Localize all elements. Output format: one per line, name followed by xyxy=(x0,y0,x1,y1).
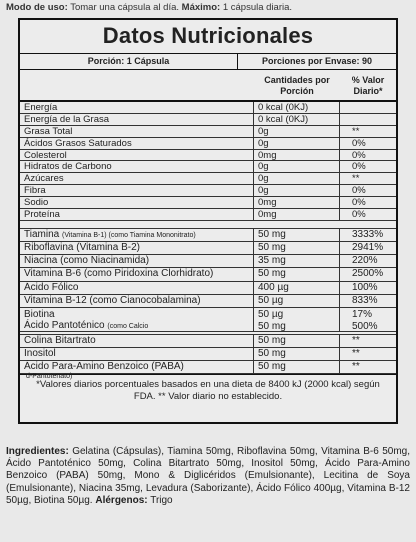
row-name: Riboflavina (Vitamina B-2) xyxy=(20,242,254,254)
row-name: Ácido Para-Amino Benzoico (PABA) xyxy=(20,361,254,373)
column-headers xyxy=(20,70,396,102)
biotina-dv: 17% xyxy=(352,309,373,321)
row-dv xyxy=(340,102,396,113)
row-amount: 0mg xyxy=(254,209,340,220)
row-note: (Vitamina B-1) (como Tiamina Mononitrato) xyxy=(61,231,196,239)
row-dv: 100% xyxy=(352,281,378,293)
ingredients xyxy=(6,446,410,507)
row-dv: ** xyxy=(352,335,360,347)
row-dv: 0% xyxy=(352,197,366,209)
row-name: Hidratos de Carbono xyxy=(20,161,254,172)
row-name: Niacina (como Niacinamida) xyxy=(20,255,254,267)
table-row xyxy=(20,255,396,268)
row-amount: 0 kcal (0KJ) xyxy=(254,102,340,113)
table-row xyxy=(20,173,396,185)
pantotenico-note-2: d-Pantotenato) xyxy=(26,373,73,380)
portion-row xyxy=(20,54,396,70)
vitamins-table xyxy=(20,229,396,308)
row-amount: 50 mg xyxy=(254,242,340,254)
table-row xyxy=(20,282,396,295)
table-row xyxy=(20,197,396,209)
pantotenico-name: Ácido Pantoténico (como Calcio xyxy=(24,320,149,332)
table-row-biotina-pantotenico xyxy=(20,308,396,332)
row-name: Inositol xyxy=(20,348,254,360)
pantotenico-amount: 50 mg xyxy=(258,320,286,332)
row-amount: 0g xyxy=(254,185,340,196)
biotina-name: Biotina xyxy=(24,309,55,321)
row-name: Vitamina B-6 (como Piridoxina Clorhidrato) xyxy=(20,268,254,280)
row-dv: ** xyxy=(352,173,360,185)
usage-max-text: 1 cápsula diaria. xyxy=(220,2,293,13)
row-amount: 0g xyxy=(254,138,340,149)
allergens-text: Trigo xyxy=(147,494,173,506)
usage-mode-text: Tomar una cápsula al día. xyxy=(67,2,182,13)
allergens-label: Alérgenos: xyxy=(95,494,148,506)
row-dv: 3333% xyxy=(352,228,384,240)
pantotenico-note: (como Calcio xyxy=(107,323,149,331)
usage-max-label: Máximo: xyxy=(181,2,221,13)
table-row xyxy=(20,150,396,162)
row-amount: 50 mg xyxy=(254,348,340,360)
row-dv: 2941% xyxy=(352,242,384,254)
table-row xyxy=(20,295,396,308)
row-dv: 833% xyxy=(352,294,378,306)
pantotenico-dv: 500% xyxy=(352,320,378,332)
table-row xyxy=(20,161,396,173)
row-amount: 50 µg xyxy=(254,295,340,307)
section-separator xyxy=(20,221,396,229)
row-name xyxy=(20,308,254,331)
portion-size: Porción: 1 Cápsula xyxy=(20,54,238,69)
row-name: Sodio xyxy=(20,197,254,208)
row-name: Ácidos Grasos Saturados xyxy=(20,138,254,149)
row-amount: 400 µg xyxy=(254,282,340,294)
table-row xyxy=(20,229,396,242)
row-amount: 0mg xyxy=(254,150,340,161)
row-amount: 50 mg xyxy=(254,335,340,347)
row-dv: 0% xyxy=(352,149,366,161)
panel-title: Datos Nutricionales xyxy=(20,20,396,54)
row-amount: 0g xyxy=(254,126,340,137)
header-amount: Cantidades por Porción xyxy=(264,75,330,96)
others-table xyxy=(20,335,396,374)
footnote: *Valores diarios porcentuales basados en una dieta de 8400 kJ (2000 kcal) según FDA. ** Valor diario no establecido. xyxy=(20,374,396,403)
row-dv: 0% xyxy=(352,161,366,173)
table-row xyxy=(20,102,396,114)
biotina-amount: 50 µg xyxy=(258,309,284,321)
row-name: Grasa Total xyxy=(20,126,254,137)
row-amount: 0g xyxy=(254,161,340,172)
row-amount: 50 mg xyxy=(254,229,340,241)
row-dv xyxy=(340,308,396,331)
row-dv xyxy=(340,114,396,125)
table-row xyxy=(20,242,396,255)
table-row xyxy=(20,209,396,221)
row-amount: 0g xyxy=(254,173,340,184)
row-amount xyxy=(254,308,340,331)
ingredients-label: Ingredientes: xyxy=(6,446,69,457)
table-row xyxy=(20,268,396,281)
row-name: Ácido Fólico xyxy=(20,282,254,294)
row-name: Azúcares xyxy=(20,173,254,184)
header-daily-value: % Valor Diario* xyxy=(351,75,385,96)
row-name: Energía xyxy=(20,102,254,113)
row-name: Colesterol xyxy=(20,150,254,161)
row-dv: 220% xyxy=(352,255,378,267)
row-amount: 0mg xyxy=(254,197,340,208)
nutrients-table xyxy=(20,102,396,221)
row-name: Colina Bitartrato xyxy=(20,335,254,347)
row-amount: 50 mg xyxy=(254,268,340,280)
row-amount: 0 kcal (0KJ) xyxy=(254,114,340,125)
row-amount: 50 mg xyxy=(254,361,340,373)
row-amount: 35 mg xyxy=(254,255,340,267)
row-dv: ** xyxy=(352,125,360,137)
portions-per-container: Porciones por Envase: 90 xyxy=(261,56,373,66)
row-name: Vitamina B-12 (como Cianocobalamina) xyxy=(20,295,254,307)
row-dv: 0% xyxy=(352,185,366,197)
table-row xyxy=(20,138,396,150)
row-name: Fibra xyxy=(20,185,254,196)
usage-instructions xyxy=(6,2,410,13)
nutrition-facts-panel xyxy=(18,18,398,424)
header-blank xyxy=(20,70,254,100)
table-row xyxy=(20,185,396,197)
row-dv: ** xyxy=(352,361,360,373)
row-dv: ** xyxy=(352,348,360,360)
row-dv: 0% xyxy=(352,209,366,221)
table-row xyxy=(20,335,396,348)
table-row xyxy=(20,348,396,361)
usage-mode-label: Modo de uso: xyxy=(6,2,68,13)
table-row xyxy=(20,361,396,374)
row-name: Tiamina (Vitamina B-1) (como Tiamina Mononitrato) xyxy=(20,229,254,241)
row-name: Energía de la Grasa xyxy=(20,114,254,125)
ingredients-text: Gelatina (Cápsulas), Tiamina 50mg, Riboflavina 50mg, Vitamina B-6 50mg, Ácido Pantoténico 50mg, Colina Bitartrato 50mg, Inositol 50mg, Ácido Para-Amino Benzoico (PABA) 50mg, Mono & Diglicéridos (Emulsionante), Lecitina de Soya (Emulsionante), Niacina 35mg, Levadura (Saborizante), Ácido Fólico 400µg, Vitamina B-12 50µg, Biotina 50µg. xyxy=(6,446,410,506)
row-dv: 2500% xyxy=(352,268,384,280)
row-name: Proteína xyxy=(20,209,254,220)
table-row xyxy=(20,126,396,138)
table-row xyxy=(20,114,396,126)
row-dv: 0% xyxy=(352,137,366,149)
